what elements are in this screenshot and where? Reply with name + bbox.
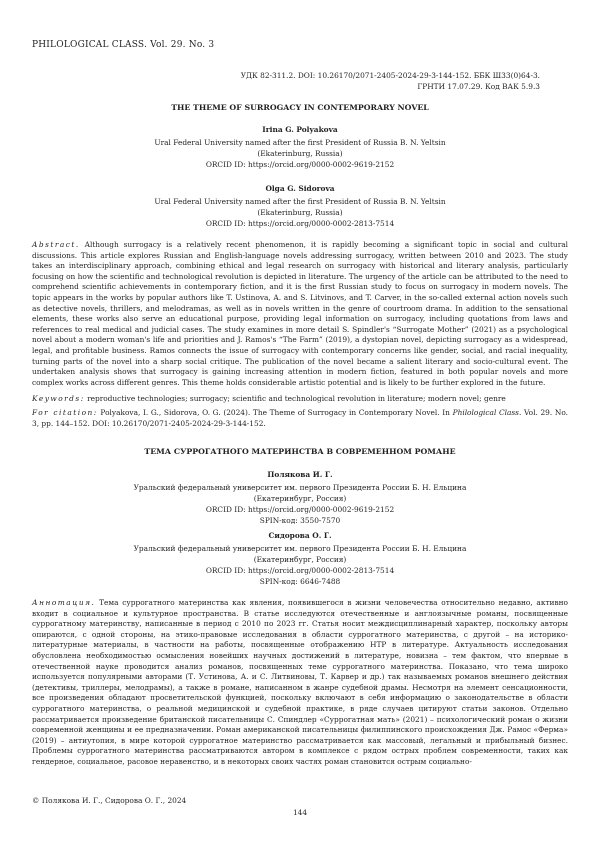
citation-journal: Philological Class. <box>452 408 522 417</box>
abstract-text: Although surrogacy is a relatively recent phenomenon, it is rapidly becoming a significant topic in social and cultural discussions. This article explores Russian and English-language novels addressing surrogacy, written between 2010 and 2023. The study takes an interdisciplinary approach, combining ethical and legal research on surrogacy with historical and literary analysis, particularly focusing on how the scientific and technological revolution is depicted in literature. The urgency of the article can be attributed to the need to comprehend scientific achievements in contemporary fiction, and it is the first Russian study to focus on surrogacy in modern novels. The topic appears in the works by popular authors like T. Ustinova, A. and S. Litvinovs, and T. Carver, in the so-called external action novels such as detective novels, thrillers, and melodramas, as well as in novels written in the genre of courtroom drama. In addition to the sensational elements, these works also serve an educational purpose, providing legal information on surrogacy, including quotations from laws and references to real medical and judicial cases. The study examines in more detail S. Spindler's “Surrogate Mother” (2021) as a psychological novel about a modern woman's life and priorities and J. Ramos's “The Farm” (2019), a dystopian novel, depicting surrogacy as a widespread, legal, and profitable business. Ramos connects the issue of surrogacy with contemporary concerns like gender, social, and racial inequality, turning parts of the novel into a sharp social critique. The publication of the novel became a salient literary and socio-cultural event. The undertaken analysis shows that surrogacy is gaining increasing attention in modern fiction, featured in both popular novels and more complex works across different genres. This theme holds considerable artistic potential and is likely to be further explored in the future. <box>32 240 568 387</box>
keywords-en <box>32 394 568 405</box>
affiliation-line: (Ekaterinburg, Russia) <box>257 149 343 158</box>
orcid-line: ORCID ID: https://orcid.org/0000-0002-2813-7514 <box>205 566 395 575</box>
affiliation-line: Уральский федеральный университет им. первого Президента России Б. Н. Ельцина <box>133 544 467 553</box>
orcid-line: ORCID ID: https://orcid.org/0000-0002-2813-7514 <box>205 219 395 228</box>
author-affiliation-en <box>0 137 600 170</box>
citation-en <box>32 408 568 429</box>
affiliation-line: (Екатеринбург, Россия) <box>253 494 347 503</box>
abstract-text: Тема суррогатного материнства как явления, появившегося в жизни человечества относительно недавно, активно входит в социальное и культурное пространства. В статье исследуются отечественные и англоязычные романы, посвященные суррогатному материнству, написанные в период с 2010 по 2023 гг. Статья носит междисциплинарный характер, поскольку авторы опираются, с одной стороны, на этико-правовые исследования в области суррогатного материнства, с другой – на историко-литературные материалы, в частности на работы, посвященные отображению НТР в литературе. Актуальность исследования обусловлена необходимостью осмысления новейших научных достижений в литературе, новизна – тем фактом, что впервые в отечественной науке проводится анализ романов, посвященных теме суррогатного материнства. Показано, что тема широко используется популярными авторами (Т. Устинова, А. и С. Литвиновы, Т. Карвер и др.) так называемых романов внешнего действия (детективы, триллеры, мелодрамы), а также в романе, написанном в жанре судебной драмы. Несмотря на элемент сенсационности, все произведения обладают просветительской функцией, поскольку включают в себя информацию о законодательстве в области суррогатного материнства, о реальной медицинской и судебной практике, в ряде случаев цитируют статьи законов. Отдельно рассматривается произведение британской писательницы С. Спиндлер «Суррогатная мать» (2021) – психологический роман о жизни современной женщины и ее предназначении. Роман американской писательницы филиппинского происхождения Дж. Рамос «Ферма» (2019) – антиутопия, в мире которой суррогатное материнство рассматривается как массовый, легальный и прибыльный бизнес. Проблемы суррогатного материнства рассматриваются автором в комплексе с рядом острых проблем современности, таких как гендерное, социальное, расовое неравенство, и в некоторых своих частях роман становится острым социально- <box>32 598 569 766</box>
affiliation-line: (Екатеринбург, Россия) <box>253 555 347 564</box>
affiliation-line: (Ekaterinburg, Russia) <box>257 208 343 217</box>
abstract-ru <box>32 598 568 768</box>
affiliation-line: Ural Federal University named after the first President of Russia B. N. Yeltsin <box>154 197 446 206</box>
citation-tail: Vol. 29. No. 3, pp. 144–152. DOI: 10.26170/2071-2405-2024-29-3-144-152. <box>32 408 568 428</box>
keywords-text: reproductive technologies; surrogacy; scientific and technological revolution in literature; modern novel; genre <box>87 394 506 403</box>
author-affiliation-en <box>0 196 600 229</box>
metadata-line: УДК 82-311.2. DOI: 10.26170/2071-2405-2024-29-3-144-152. ББК Ш33(0)64-3. <box>240 71 540 80</box>
author-name-ru: Сидорова О. Г. <box>268 531 332 540</box>
abstract-en <box>32 240 568 388</box>
article-title-ru: ТЕМА СУРРОГАТНОГО МАТЕРИНСТВА В СОВРЕМЕННОМ РОМАНЕ <box>144 447 456 456</box>
orcid-line: ORCID ID: https://orcid.org/0000-0002-9619-2152 <box>205 505 395 514</box>
article-title-en: THE THEME OF SURROGACY IN CONTEMPORARY NOVEL <box>171 103 429 112</box>
article-metadata <box>241 70 540 92</box>
author-affiliation-ru <box>0 482 600 526</box>
keywords-label: Keywords: <box>32 394 85 403</box>
page-number: 144 <box>292 808 308 817</box>
spin-line: SPIN-код: 3550-7570 <box>259 516 341 525</box>
copyright-notice: © Полякова И. Г., Сидорова О. Г., 2024 <box>32 796 187 805</box>
running-header: PHILOLOGICAL CLASS. Vol. 29. No. 3 <box>32 40 215 50</box>
abstract-label: Аннотация. <box>32 598 96 607</box>
metadata-line: ГРНТИ 17.07.29. Код ВАК 5.9.3 <box>417 82 540 91</box>
author-name-en: Olga G. Sidorova <box>265 184 335 193</box>
author-name-en: Irina G. Polyakova <box>262 125 338 134</box>
spin-line: SPIN-код: 6646-7488 <box>259 577 341 586</box>
affiliation-line: Ural Federal University named after the first President of Russia B. N. Yeltsin <box>154 138 446 147</box>
citation-text: Polyakova, I. G., Sidorova, O. G. (2024). The Theme of Surrogacy in Contemporary Novel. In <box>100 408 450 417</box>
abstract-label: Abstract. <box>32 240 80 249</box>
author-name-ru: Полякова И. Г. <box>267 470 333 479</box>
citation-label: For citation: <box>32 408 98 417</box>
orcid-line: ORCID ID: https://orcid.org/0000-0002-9619-2152 <box>205 160 395 169</box>
author-affiliation-ru <box>0 543 600 587</box>
affiliation-line: Уральский федеральный университет им. первого Президента России Б. Н. Ельцина <box>133 483 467 492</box>
